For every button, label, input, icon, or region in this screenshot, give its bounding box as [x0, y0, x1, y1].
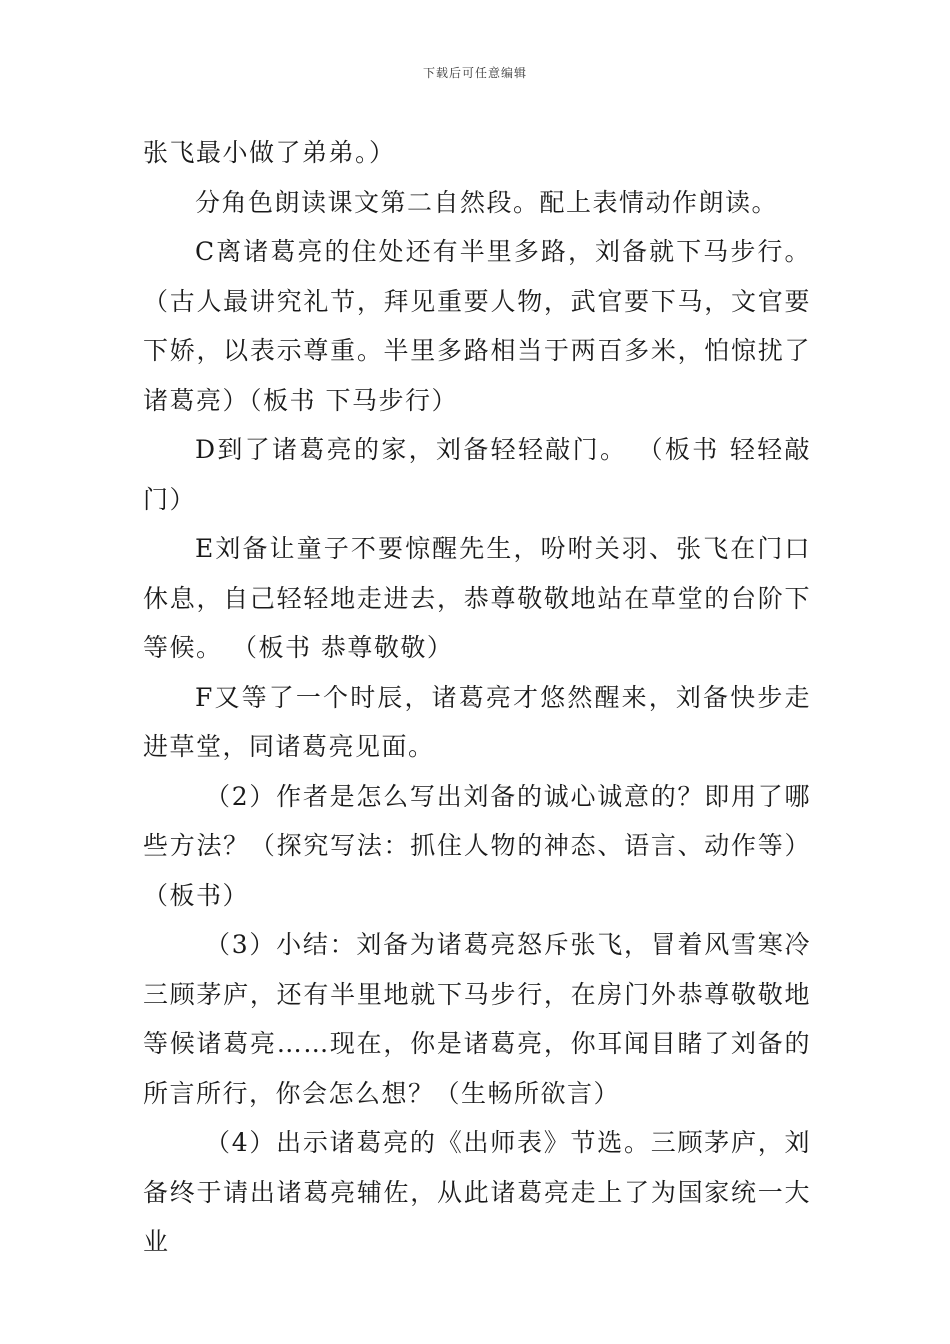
paragraph-5: E刘备让童子不要惊醒先生，吩咐关羽、张飞在门口休息，自己轻轻地走进去，恭尊敬敬地站在草堂的台阶下等候。 （板书 恭尊敬敬） — [143, 534, 811, 662]
paragraph-6: F又等了一个时辰，诸葛亮才悠然醒来，刘备快步走进草堂，同诸葛亮见面。 — [143, 682, 811, 761]
paragraph-3: C离诸葛亮的住处还有半里多路，刘备就下马步行。（古人最讲究礼节，拜见重要人物，武官要下马，文官要下娇，以表示尊重。半里多路相当于两百多米，怕惊扰了诸葛亮）（板书 下马步行） — [143, 237, 811, 415]
document-body — [143, 128, 811, 1267]
paragraph-7: （2）作者是怎么写出刘备的诚心诚意的？即用了哪些方法？（探究写法：抓住人物的神态、语言、动作等）（板书） — [143, 781, 811, 910]
page-header: 下载后可任意编辑 — [422, 66, 527, 80]
paragraph-9: （4）出示诸葛亮的《出师表》节选。三顾茅庐，刘备终于请出诸葛亮辅佐，从此诸葛亮走上了为国家统一大业 — [143, 1128, 811, 1256]
paragraph-2: 分角色朗读课文第二自然段。配上表情动作朗读。 — [195, 187, 779, 217]
paragraph-8: （3）小结：刘备为诸葛亮怒斥张飞，冒着风雪寒冷三顾茅庐，还有半里地就下马步行，在房门外恭尊敬敬地等候诸葛亮……现在，你是诸葛亮，你耳闻目睹了刘备的所言所行，你会怎么想？（生畅所欲言） — [143, 930, 811, 1108]
paragraph-1: 张飞最小做了弟弟。） — [143, 138, 396, 167]
paragraph-4: D到了诸葛亮的家，刘备轻轻敲门。 （板书 轻轻敲门） — [143, 435, 811, 514]
